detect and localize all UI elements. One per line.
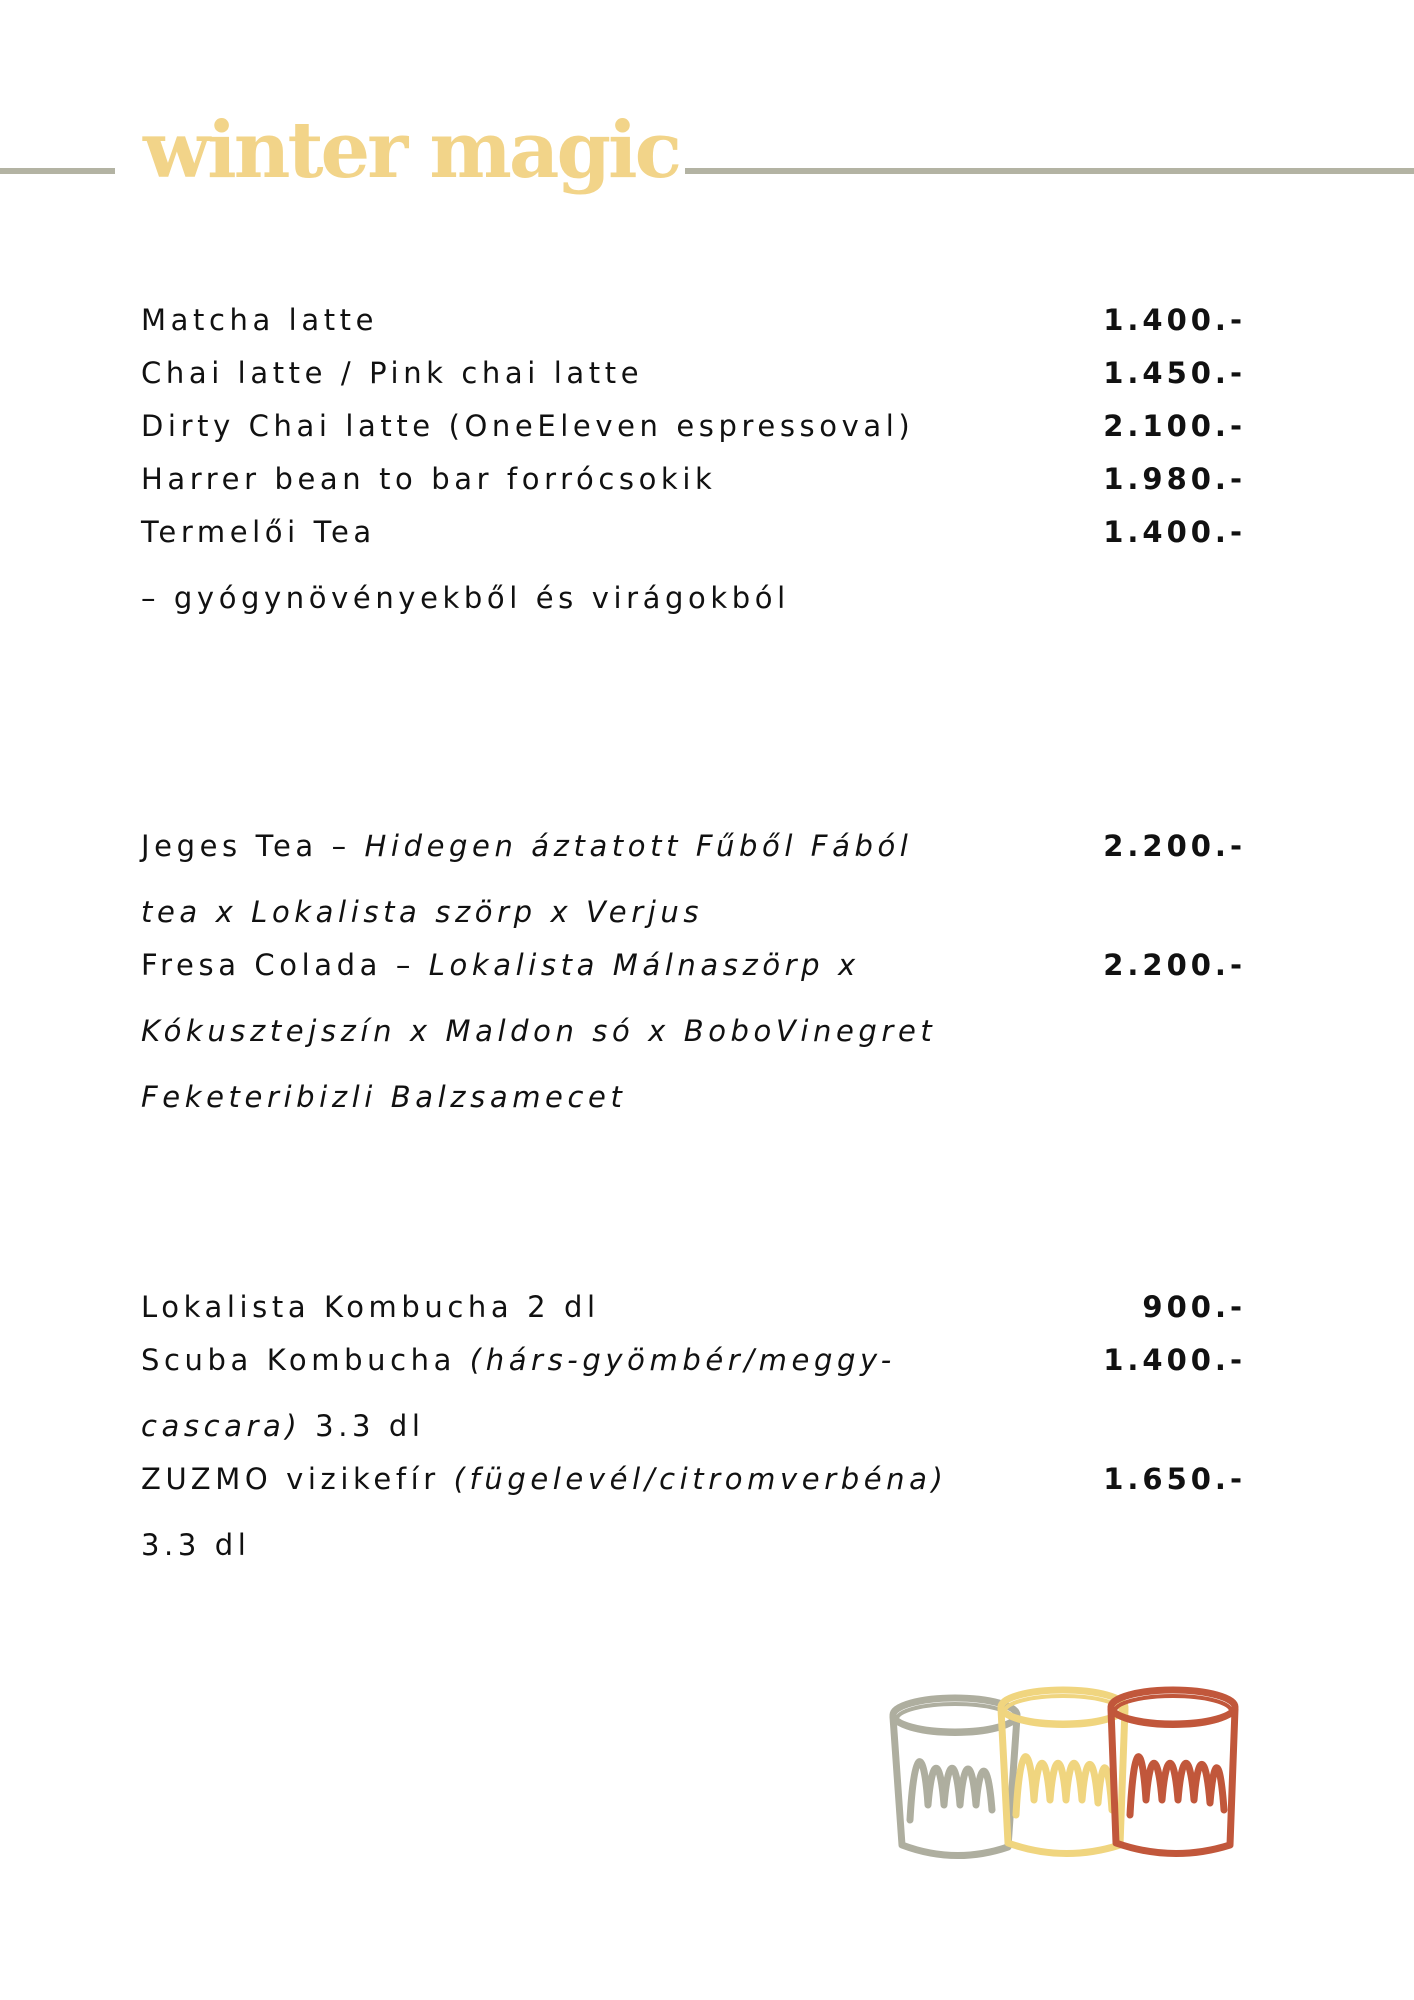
item-price: 1.400.- <box>1103 303 1246 337</box>
item-name: Lokalista Kombucha 2 dl <box>141 1290 600 1324</box>
item-name: Chai latte / Pink chai latte <box>141 356 644 390</box>
menu-section-iced-drinks <box>141 826 1246 1130</box>
menu-item <box>141 826 1246 945</box>
item-price: 2.200.- <box>1103 948 1246 982</box>
item-name: Termelői Tea – gyógynövényekből és virágokból <box>141 515 790 615</box>
menu-item <box>141 1340 1246 1459</box>
item-price: 1.980.- <box>1103 462 1246 496</box>
cups-illustration <box>880 1685 1270 1875</box>
item-detail: Lokalista Málnaszörp x Kókusztejszín x Maldon só x BoboVinegret Feketeribizli Balzsamecet <box>141 948 937 1114</box>
header-rule-right <box>685 168 1414 174</box>
menu-section-fermented-drinks <box>141 1287 1246 1578</box>
item-description <box>141 932 981 1130</box>
item-detail: Hidegen áztatott Fűből Fából tea x Lokalista szörp x Verjus <box>141 829 913 929</box>
red-cup-icon <box>1111 1690 1235 1854</box>
item-name: Harrer bean to bar forrócsokik <box>141 462 717 496</box>
menu-title: winter magic <box>143 105 680 196</box>
item-detail: (fügelevél/citromverbéna) <box>453 1462 948 1496</box>
item-description <box>141 1327 981 1459</box>
item-price: 2.100.- <box>1103 409 1246 443</box>
item-name: Dirty Chai latte (OneEleven espressoval) <box>141 409 915 443</box>
menu-item <box>141 1459 1246 1578</box>
item-description <box>141 813 981 945</box>
item-description <box>141 1446 981 1578</box>
item-price: 1.650.- <box>1103 1462 1246 1496</box>
menu-item <box>141 512 1246 631</box>
item-price: 1.400.- <box>1103 1343 1246 1377</box>
item-volume: 3.3 dl <box>301 1409 425 1443</box>
item-price: 2.200.- <box>1103 829 1246 863</box>
item-name: Jeges Tea – <box>141 829 365 863</box>
item-name: Scuba Kombucha <box>141 1343 470 1377</box>
item-detail: (hárs-gyömbér/meggy-cascara) <box>141 1343 896 1443</box>
item-volume: 3.3 dl <box>141 1528 251 1562</box>
item-name: ZUZMO vizikefír <box>141 1462 454 1496</box>
item-name: Fresa Colada – <box>141 948 429 982</box>
item-price: 1.450.- <box>1103 356 1246 390</box>
item-name: Matcha latte <box>141 303 379 337</box>
menu-item <box>141 945 1246 1130</box>
item-price: 1.400.- <box>1103 515 1246 549</box>
item-price: 900.- <box>1142 1290 1246 1324</box>
menu-section-hot-drinks <box>141 300 1246 631</box>
header-rule-left <box>0 168 115 174</box>
